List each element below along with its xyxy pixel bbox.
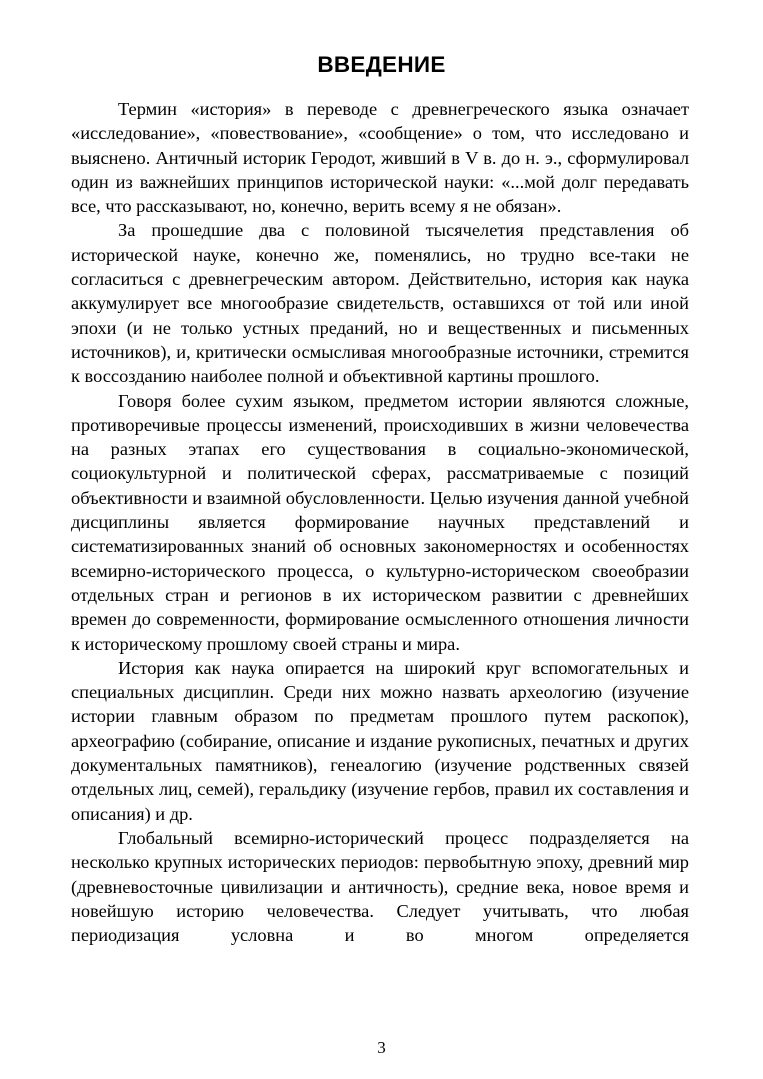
paragraph-5: Глобальный всемирно-исторический процесс подразделяется на несколько крупных исторических периодов: первобытную эпоху, древний мир (древневосточные цивилизации и античность), средние века, новое время и новейшую историю человечества. Следует учитывать, что любая периодизация условна и во многом определяется	[71, 827, 689, 946]
page-title: ВВЕДЕНИЕ	[317, 52, 446, 77]
page-number: 3	[377, 1038, 386, 1057]
paragraph-1: Термин «история» в переводе с древнегреческого языка означает «исследование», «повествование», «сообщение» о том, что исследовано и выяснено. Античный историк Геродот, живший в V в. до н. э., сформулировал один из важнейших принципов исторической науки: «...мой долг передавать все, что рассказывают, но, конечно, верить всему я не обязан».	[71, 99, 689, 217]
body-text	[71, 97, 689, 947]
paragraph-4: История как наука опирается на широкий круг вспомогательных и специальных дисциплин. Среди них можно назвать археологию (изучение истории главным образом по предметам прошлого путем раскопок), археографию (собирание, описание и издание рукописных, печатных и других документальных памятников), генеалогию (изучение родственных связей отдельных лиц, семей), геральдику (изучение гербов, правил их составления и описания) и др.	[71, 657, 689, 824]
paragraph-3: Говоря более сухим языком, предметом истории являются сложные, противоречивые процессы изменений, происходивших в жизни человечества на разных этапах его существования в социально-экономической, социокультурной и политической сферах, рассматриваемые с позиций объективности и взаимной обусловленности. Целью изучения данной учебной дисциплины является формирование научных представлений и систематизированных знаний об основных закономерностях и особенностях всемирно-исторического процесса, о культурно-историческом своеобразии отдельных стран и регионов в их историческом развитии с древнейших времен до современности, формирование осмысленного отношения личности к историческому прошлому своей страны и мира.	[71, 390, 689, 654]
paragraph-2: За прошедшие два с половиной тысячелетия представления об исторической науке, конечно же, поменялись, но трудно все-таки не согласиться с древнегреческим автором. Действительно, история как наука аккумулирует все многообразие свидетельств, оставшихся от той или иной эпохи (и не только устных преданий, но и вещественных и письменных источников), и, критически осмысливая многообразные источники, стремится к воссозданию наиболее полной и объективной картины прошлого.	[71, 220, 689, 387]
